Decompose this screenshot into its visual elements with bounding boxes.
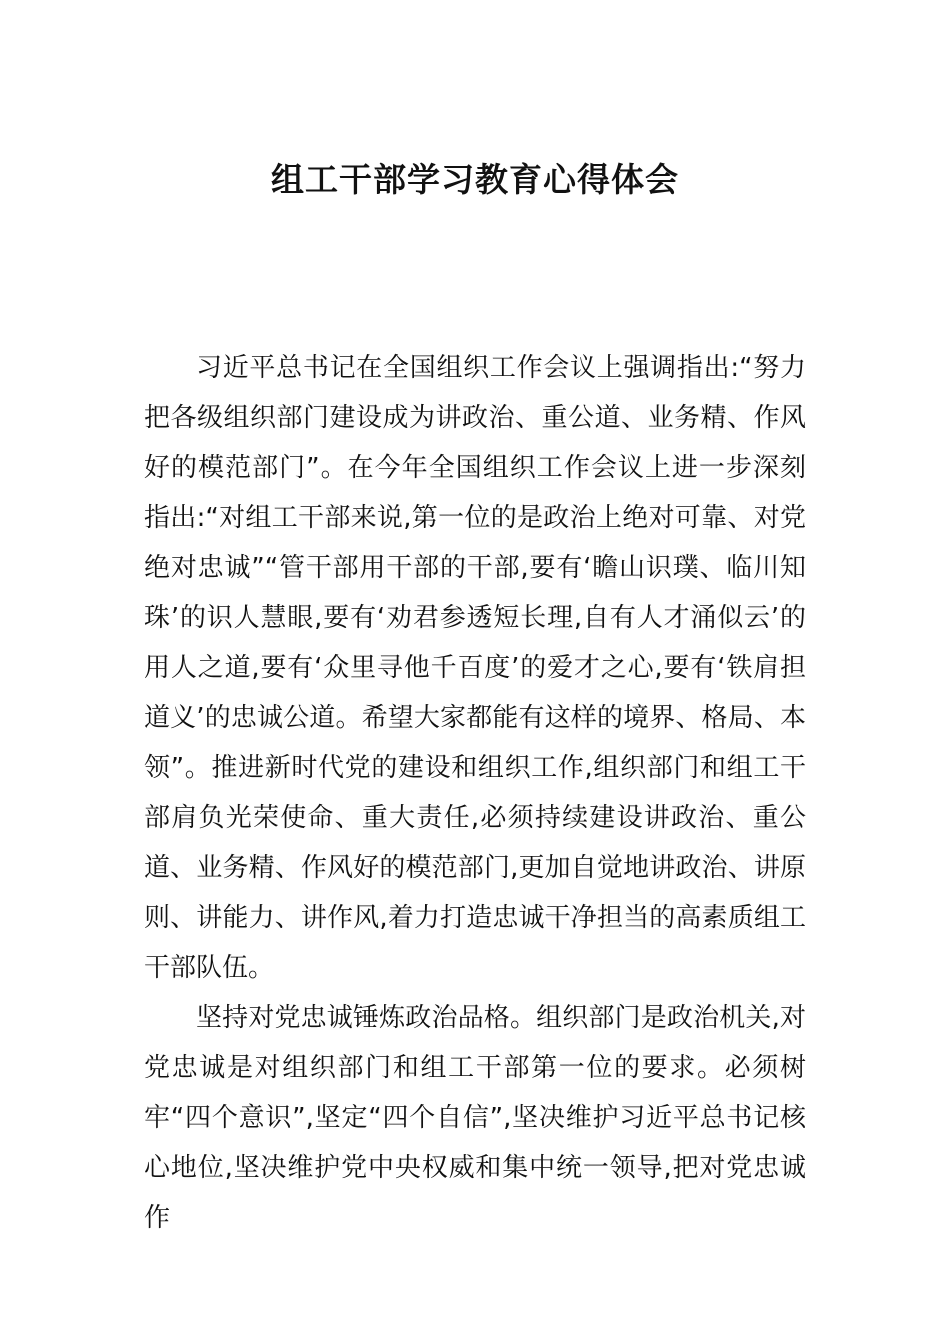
- paragraph-1: 习近平总书记在全国组织工作会议上强调指出:“努力把各级组织部门建设成为讲政治、重公道、业务精、作风好的模范部门”。在今年全国组织工作会议上进一步深刻指出:“对组工干部来说,第一位的是政治上绝对可靠、对党绝对忠诚”“管干部用干部的干部,要有‘瞻山识璞、临川知珠’的识人慧眼,要有‘劝君参透短长理,自有人才涌似云’的用人之道,要有‘众里寻他千百度’的爱才之心,要有‘铁肩担道义’的忠诚公道。希望大家都能有这样的境界、格局、本领”。推进新时代党的建设和组织工作,组织部门和组工干部肩负光荣使命、重大责任,必须持续建设讲政治、重公道、业务精、作风好的模范部门,更加自觉地讲政治、讲原则、讲能力、讲作风,着力打造忠诚干净担当的高素质组工干部队伍。: [144, 353, 806, 983]
- paragraph-2: 坚持对党忠诚锤炼政治品格。组织部门是政治机关,对党忠诚是对组织部门和组工干部第一位的要求。必须树牢“四个意识”,坚定“四个自信”,坚决维护习近平总书记核心地位,坚决维护党中央权威和集中统一领导,把对党忠诚作: [144, 1003, 806, 1233]
- document-title: 组工干部学习教育心得体会: [271, 160, 679, 199]
- document-body: [144, 343, 806, 1243]
